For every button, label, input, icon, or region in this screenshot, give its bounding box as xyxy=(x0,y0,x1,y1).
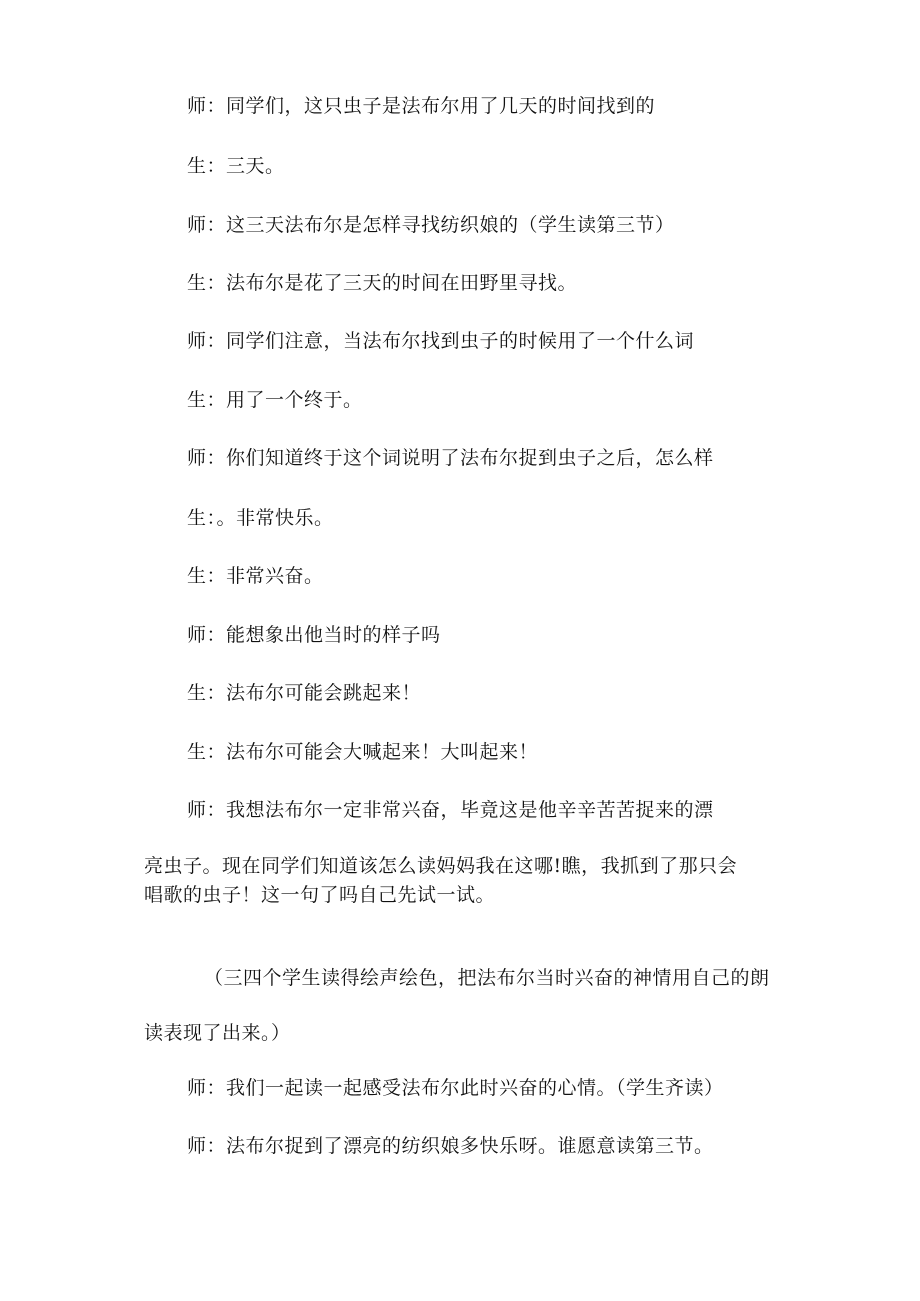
stage-note-line: （三四个学生读得绘声绘色，把法布尔当时兴奋的神情用自己的朗 xyxy=(204,967,770,989)
dialogue-line: 唱歌的虫子！这一句了吗自己先试一试。 xyxy=(144,884,496,906)
dialogue-line: 师：同学们注意，当法布尔找到虫子的时候用了一个什么词 xyxy=(187,330,695,352)
dialogue-line: 生：三天。 xyxy=(187,155,285,177)
dialogue-line: 师：法布尔捉到了漂亮的纺织娘多快乐呀。谁愿意读第三节。 xyxy=(187,1135,714,1157)
dialogue-line: 生：非常兴奋。 xyxy=(187,565,324,587)
dialogue-line: 生：用了一个终于。 xyxy=(187,389,363,411)
dialogue-line: 师：能想象出他当时的样子吗 xyxy=(187,624,441,646)
dialogue-line: 师：同学们，这只虫子是法布尔用了几天的时间找到的 xyxy=(187,95,656,117)
dialogue-line: 师：这三天法布尔是怎样寻找纺织娘的（学生读第三节） xyxy=(187,214,675,236)
dialogue-line: 生：法布尔是花了三天的时间在田野里寻找。 xyxy=(187,272,578,294)
dialogue-line: 生：法布尔可能会大喊起来！大叫起来！ xyxy=(187,741,539,763)
dialogue-line: 师：我们一起读一起感受法布尔此时兴奋的心情。（学生齐读） xyxy=(187,1077,724,1099)
dialogue-line: 生：。非常快乐。 xyxy=(187,507,334,529)
dialogue-line: 亮虫子。现在同学们知道该怎么读妈妈我在这哪!瞧，我抓到了那只会 xyxy=(144,855,738,877)
dialogue-line: 师：你们知道终于这个词说明了法布尔捉到虫子之后，怎么样 xyxy=(187,447,714,469)
stage-note-line: 读表现了出来。） xyxy=(144,1022,291,1044)
dialogue-line: 生：法布尔可能会跳起来！ xyxy=(187,682,422,704)
dialogue-line: 师：我想法布尔一定非常兴奋，毕竟这是他辛辛苦苦捉来的漂 xyxy=(187,799,714,821)
